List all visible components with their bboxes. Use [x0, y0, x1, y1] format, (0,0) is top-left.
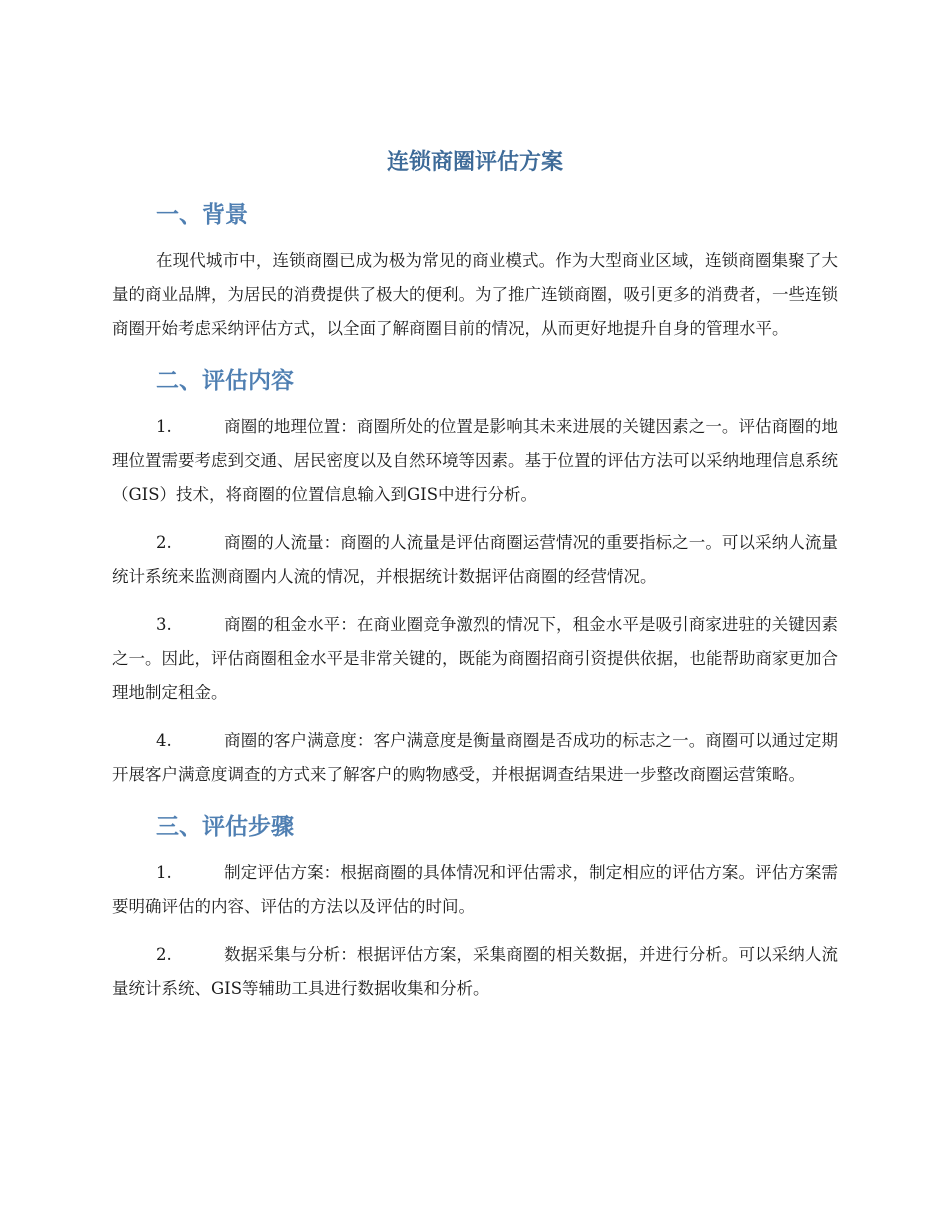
section-heading: 三、评估步骤 — [156, 814, 294, 840]
list-text: 商圈的地理位置：商圈所处的位置是影响其未来进展的关键因素之一。评估商圈的地理位置需要考虑到交通、居民密度以及自然环境等因素。基于位置的评估方法可以采纳地理信息系统（GIS）技术，将商圈的位置信息输入到GIS中进行分析。 — [112, 417, 838, 504]
list-text: 商圈的客户满意度：客户满意度是衡量商圈是否成功的标志之一。商圈可以通过定期开展客户满意度调查的方式来了解客户的购物感受，并根据调查结果进一步整改商圈运营策略。 — [112, 731, 838, 784]
list-item — [112, 856, 838, 924]
section-heading: 二、评估内容 — [156, 368, 294, 394]
list-number: 1. — [156, 863, 172, 882]
list-number: 4. — [156, 731, 172, 750]
list-text: 数据采集与分析：根据评估方案，采集商圈的相关数据，并进行分析。可以采纳人流量统计系统、GIS等辅助工具进行数据收集和分析。 — [112, 945, 838, 998]
list-number: 2. — [156, 533, 172, 552]
list-text: 商圈的人流量：商圈的人流量是评估商圈运营情况的重要指标之一。可以采纳人流量统计系统来监测商圈内人流的情况，并根据统计数据评估商圈的经营情况。 — [112, 533, 838, 586]
background-paragraph: 在现代城市中，连锁商圈已成为极为常见的商业模式。作为大型商业区域，连锁商圈集聚了大量的商业品牌，为居民的消费提供了极大的便利。为了推广连锁商圈，吸引更多的消费者，一些连锁商圈开始考虑采纳评估方式，以全面了解商圈目前的情况，从而更好地提升自身的管理水平。 — [112, 251, 838, 338]
list-text: 商圈的租金水平：在商业圈竞争激烈的情况下，租金水平是吸引商家进驻的关键因素之一。因此，评估商圈租金水平是非常关键的，既能为商圈招商引资提供依据，也能帮助商家更加合理地制定租金。 — [112, 615, 838, 702]
section-evaluation-steps — [112, 810, 838, 1006]
list-item — [112, 608, 838, 710]
list-number: 2. — [156, 945, 172, 964]
list-item — [112, 724, 838, 792]
document-title: 连锁商圈评估方案 — [386, 150, 563, 175]
section-background — [112, 198, 838, 346]
list-item — [112, 526, 838, 594]
section-heading: 一、背景 — [156, 202, 248, 228]
section-evaluation-content — [112, 364, 838, 792]
list-item — [112, 410, 838, 512]
list-number: 1. — [156, 417, 172, 436]
list-text: 制定评估方案：根据商圈的具体情况和评估需求，制定相应的评估方案。评估方案需要明确评估的内容、评估的方法以及评估的时间。 — [112, 863, 838, 916]
list-item — [112, 938, 838, 1006]
list-number: 3. — [156, 615, 172, 634]
